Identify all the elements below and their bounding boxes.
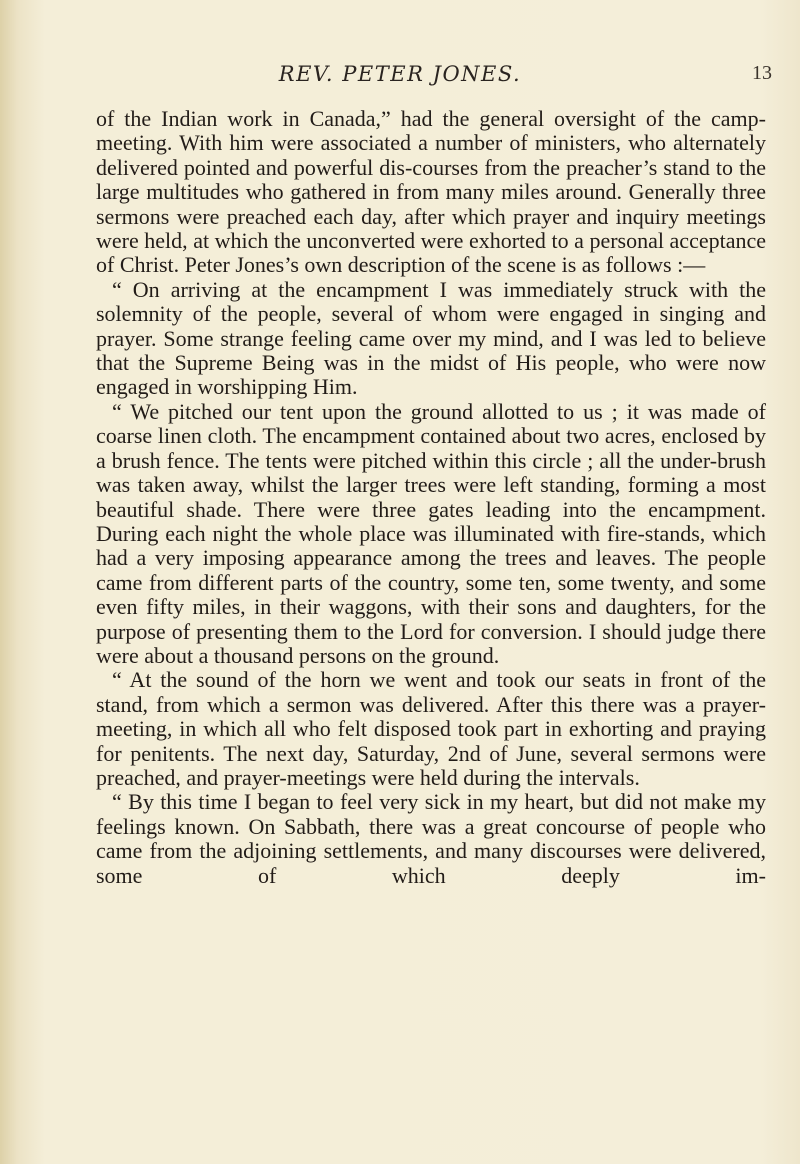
paragraph-5: “ By this time I began to feel very sick in my heart, but did not make my feelings known. On Sabbath, there was a great concourse of people who came from the adjoining settlements, and many discourses were delivered, some of which deeply im- bbox=[96, 789, 766, 888]
body-text bbox=[96, 107, 766, 888]
running-title: REV. PETER JONES. bbox=[278, 62, 522, 86]
paragraph-3: “ We pitched our tent upon the ground allotted to us ; it was made of coarse linen cloth. The encampment contained about two acres, enclosed by a brush fence. The tents were pitched within this circle ; all the under-brush was taken away, whilst the larger trees were left standing, forming a most beautiful shade. There were three gates leading into the encampment. During each night the whole place was illuminated with fire-stands, which had a very imposing appearance among the trees and leaves. The people came from different parts of the country, some ten, some twenty, and some even fifty miles, in their waggons, with their sons and daughters, for the purpose of presenting them to the Lord for conversion. I should judge there were about a thousand persons on the ground. bbox=[96, 398, 766, 668]
page-header bbox=[0, 58, 800, 98]
paragraph-2: “ On arriving at the encampment I was immediately struck with the solemnity of the people, several of whom were engaged in singing and prayer. Some strange feeling came over my mind, and I was led to believe that the Supreme Being was in the midst of His people, who were now engaged in worshipping Him. bbox=[96, 276, 766, 400]
paragraph-4: “ At the sound of the horn we went and took our seats in front of the stand, from which a sermon was delivered. After this there was a prayer-meeting, in which all who felt disposed took part in exhorting and praying for penitents. The next day, Saturday, 2nd of June, several sermons were preached, and prayer-meetings were held during the intervals. bbox=[96, 667, 766, 790]
page-number: 13 bbox=[752, 62, 772, 84]
paragraph-1: of the Indian work in Canada,” had the general oversight of the camp-meeting. With him were associated a number of ministers, who alternately delivered pointed and powerful dis-courses from the preacher’s stand to the large multitudes who gathered in from many miles around. Generally three sermons were preached each day, after which prayer and inquiry meetings were held, at which the unconverted were exhorted to a personal acceptance of Christ. Peter Jones’s own description of the scene is as follows :— bbox=[96, 106, 766, 278]
